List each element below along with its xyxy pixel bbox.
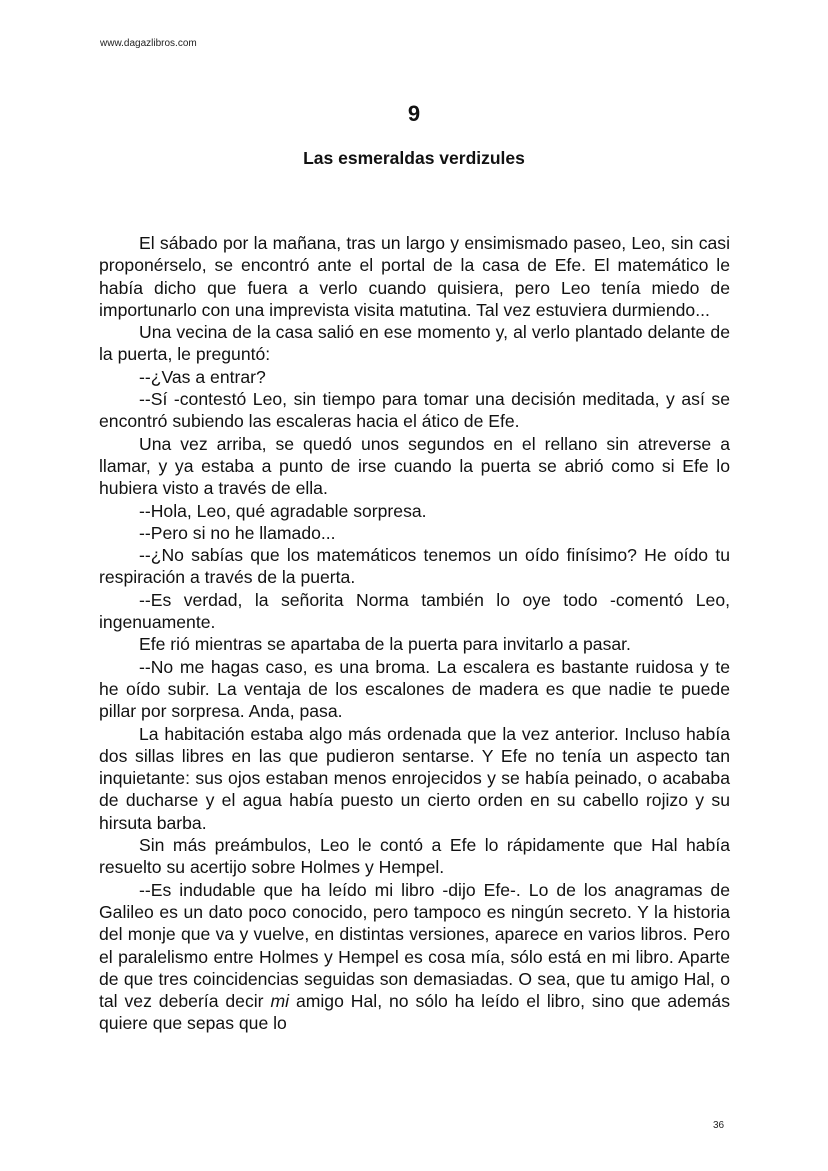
chapter-number: 9 xyxy=(407,101,421,126)
paragraph: La habitación estaba algo más ordenada que la vez anterior. Incluso había dos sillas libres en las que pudieron sentarse. Y Efe no tenía un aspecto tan inquietante: sus ojos estaban menos enrojecidos y se había peinado, o acababa de ducharse y el agua había puesto un cierto orden en su cabello rojizo y su hirsuta barba. xyxy=(99,723,730,833)
paragraph: Efe rió mientras se apartaba de la puerta para invitarlo a pasar. xyxy=(139,634,631,655)
paragraph: Sin más preámbulos, Leo le contó a Efe lo rápidamente que Hal había resuelto su acertijo sobre Holmes y Hempel. xyxy=(99,835,730,878)
chapter-body xyxy=(99,232,730,1035)
paragraph: Una vez arriba, se quedó unos segundos en el rellano sin atreverse a llamar, y ya estaba a punto de irse cuando la puerta se abrió como si Efe lo hubiera visto a través de ella. xyxy=(99,433,730,499)
paragraph: --¿Vas a entrar? xyxy=(139,366,266,387)
chapter-title: Las esmeraldas verdizules xyxy=(303,148,525,168)
page-number: 36 xyxy=(713,1120,725,1131)
paragraph: --Hola, Leo, qué agradable sorpresa. xyxy=(139,500,427,521)
paragraph: --Pero si no he llamado... xyxy=(139,522,336,543)
emphasis-word: mi xyxy=(270,991,290,1012)
paragraph: El sábado por la mañana, tras un largo y ensimismado paseo, Leo, sin casi proponérselo, se encontró ante el portal de la casa de Efe. El matemático le había dicho que fuera a verlo cuando quisiera, pero Leo tenía miedo de importunarlo con una imprevista visita matutina. Tal vez estuviera durmiendo... xyxy=(99,233,730,320)
paragraph: Una vecina de la casa salió en ese momento y, al verlo plantado delante de la puerta, le preguntó: xyxy=(99,322,730,365)
paragraph-last xyxy=(99,879,730,1035)
paragraph: --¿No sabías que los matemáticos tenemos un oído finísimo? He oído tu respiración a través de la puerta. xyxy=(99,545,730,588)
paragraph-text: amigo Hal, no sólo ha leído el libro, sino que además quiere que sepas que lo xyxy=(99,991,730,1034)
paragraph: --No me hagas caso, es una broma. La escalera es bastante ruidosa y te he oído subir. La ventaja de los escalones de madera es que nadie te puede pillar por sorpresa. Anda, pasa. xyxy=(99,656,730,722)
site-url: www.dagazlibros.com xyxy=(100,38,197,49)
paragraph: --Sí -contestó Leo, sin tiempo para tomar una decisión meditada, y así se encontró subiendo las escaleras hacia el ático de Efe. xyxy=(99,389,730,432)
paragraph: --Es verdad, la señorita Norma también lo oye todo -comentó Leo, ingenuamente. xyxy=(99,589,730,633)
paragraph-text: --Es indudable que ha leído mi libro -dijo Efe-. Lo de los anagramas de Galileo es un dato poco conocido, pero tampoco es ningún secreto. Y la historia del monje que va y vuelve, en distintas versiones, aparece en varios libros. Pero el paralelismo entre Holmes y Hempel es cosa mía, sólo está en mi libro. Aparte de que tres coincidencias seguidas son demasiadas. O sea, que tu amigo Hal, o tal vez debería decir xyxy=(99,879,730,1012)
